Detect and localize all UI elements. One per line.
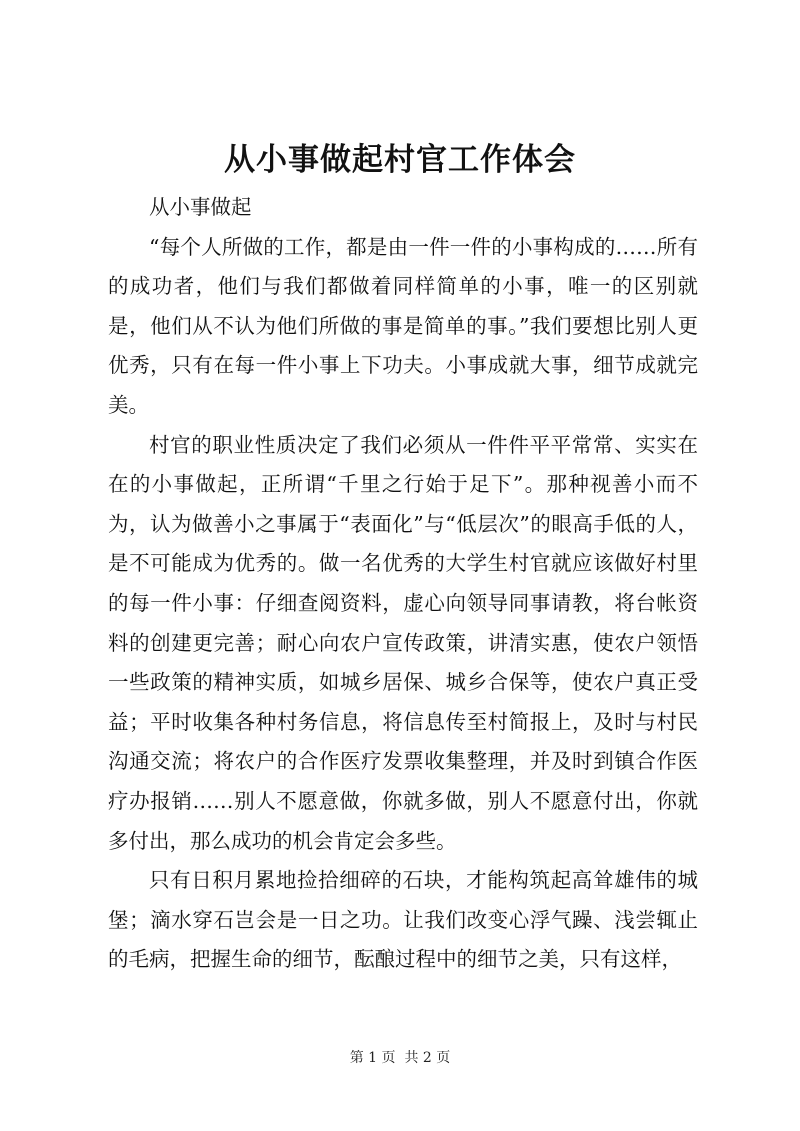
document-title: 从小事做起村官工作体会	[224, 142, 576, 178]
page-number-label: 第 1 页 共 2 页	[349, 1050, 451, 1066]
page-footer	[0, 1048, 800, 1068]
body-paragraph-2: “每个人所做的工作，都是由一件一件的小事构成的……所有的成功者，他们与我们都做着同样简单的小事，唯一的区别就是，他们从不认为他们所做的事是简单的事。”我们要想比别人更优秀，只有在每一件小事上下功夫。小事成就大事，细节成就完美。	[108, 234, 698, 417]
document-body	[108, 188, 698, 980]
body-paragraph-1: 从小事做起	[149, 195, 252, 219]
body-paragraph-3: 村官的职业性质决定了我们必须从一件件平平常常、实实在在的小事做起，正所谓“千里之行始于足下”。那种视善小而不为，认为做善小之事属于“表面化”与“低层次”的眼高手低的人，是不可能成为优秀的。做一名优秀的大学生村官就应该做好村里的每一件小事：仔细查阅资料，虚心向领导同事请教，将台帐资料的创建更完善；耐心向农户宣传政策，讲清实惠，使农户领悟一些政策的精神实质，如城乡居保、城乡合保等，使农户真正受益；平时收集各种村务信息，将信息传至村简报上，及时与村民沟通交流；将农户的合作医疗发票收集整理，并及时到镇合作医疗办报销……别人不愿意做，你就多做，别人不愿意付出，你就多付出，那么成功的机会肯定会多些。	[108, 432, 698, 853]
body-paragraph-4: 只有日积月累地捡拾细碎的石块，才能构筑起高耸雄伟的城堡；滴水穿石岂会是一日之功。让我们改变心浮气躁、浅尝辄止的毛病，把握生命的细节，酝酿过程中的细节之美，只有这样，	[108, 868, 698, 972]
